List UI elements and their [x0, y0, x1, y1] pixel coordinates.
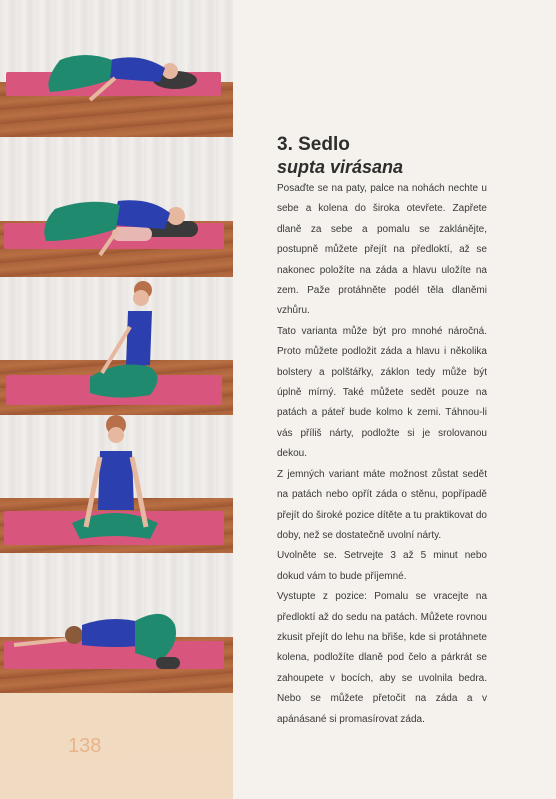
paragraph-5: Vystupte z pozice: Pomalu se vracejte na předloktí až do sedu na patách. Můžete rovnou zkusit přejít do lehu na břiše, kde si protáhnete kolena, podložíte dlaně pod čelo a párkrát se zahoupete v bocích, aby se uvolnila bedra. Nebo se můžete přetočit na záda a v apánásané si promasírovat záda.	[277, 591, 487, 725]
pose-photo-5	[0, 553, 233, 693]
paragraph-4: Uvolněte se. Setrvejte 3 až 5 minut nebo dokud vám to bude příjemné.	[277, 550, 487, 582]
pose-photo-3	[0, 277, 233, 415]
seated-front-figure-icon	[0, 415, 233, 553]
pose-photo-4	[0, 415, 233, 553]
pose-photo-2	[0, 137, 233, 277]
childs-pose-figure-icon	[0, 553, 233, 693]
seated-figure-icon	[0, 277, 233, 415]
paragraph-1: Posaďte se na paty, palce na nohách nechte u sebe a kolena do široka otevřete. Zapřete dlaně za sebe a pomalu se zaklánějte, postupně můžete přejít na předloktí, až se nakonec položíte na záda a hlavu uložíte na zem. Paže protáhněte podél těla dlaněmi vzhůru.	[277, 183, 487, 317]
paragraph-3: Z jemných variant máte možnost zůstat sedět na patách nebo opřít záda o stěnu, popřípadě přejít do široké pozice dítěte a tu praktikovat do doby, než se dostatečně uvolní nárty.	[277, 468, 487, 541]
reclined-figure-icon	[0, 0, 233, 137]
photo-column	[0, 0, 233, 799]
section-heading	[277, 134, 403, 178]
paragraph-2: Tato varianta může být pro mnohé náročná. Proto můžete podložit záda a hlavu i několika bolstery a polštářky, záklon tedy může být úplně mírný. Také můžete sedět pouze na patách a páteř bude kolmo k zemi. Táhnou-li vás příliš nárty, podložte si je srolovanou dekou.	[277, 325, 487, 460]
page-title: 3. Sedlo	[277, 134, 350, 155]
bolster-figure-icon	[0, 137, 233, 277]
page-number: 138	[68, 735, 102, 757]
pose-photo-1	[0, 0, 233, 137]
pose-subtitle: supta virásana	[277, 157, 404, 177]
instruction-text	[277, 179, 487, 730]
